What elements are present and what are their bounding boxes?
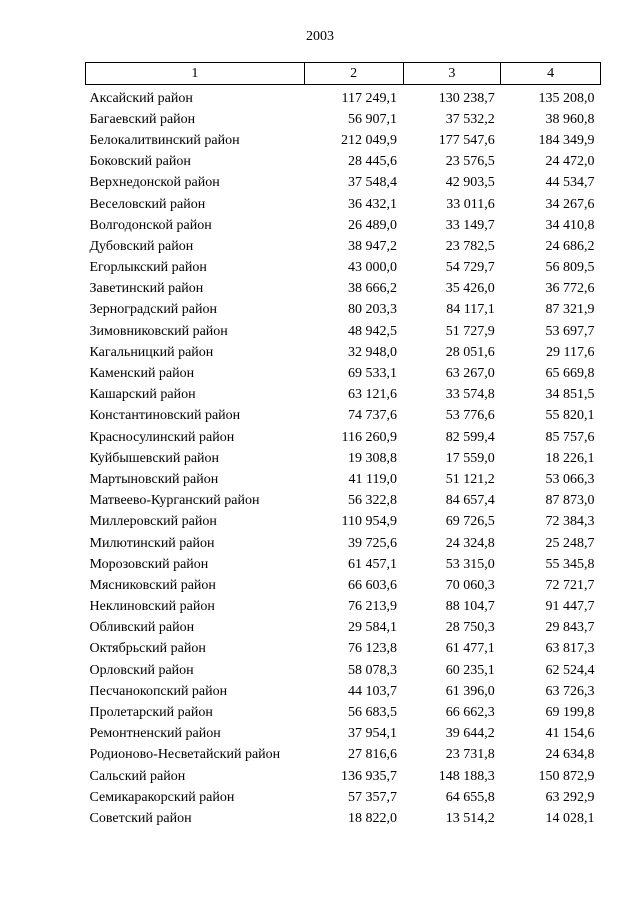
table-row bbox=[86, 342, 601, 363]
value-col2-cell: 136 935,7 bbox=[341, 768, 398, 784]
value-col2-cell: 56 683,5 bbox=[348, 705, 398, 721]
table-row bbox=[86, 130, 601, 151]
value-col3-cell: 60 235,1 bbox=[445, 662, 495, 678]
value-col3-cell: 17 559,0 bbox=[445, 450, 495, 466]
table-row bbox=[86, 109, 601, 130]
table-row bbox=[86, 363, 601, 384]
table-row bbox=[86, 321, 601, 342]
value-col4-cell: 85 757,6 bbox=[545, 429, 595, 445]
district-name-cell: Константиновский район bbox=[89, 408, 241, 424]
district-name-cell: Веселовский район bbox=[89, 196, 206, 212]
district-name-cell: Кашарский район bbox=[89, 387, 196, 403]
value-col3-cell: 23 731,8 bbox=[445, 747, 495, 763]
district-name-cell: Пролетарский район bbox=[89, 705, 213, 721]
table-row bbox=[86, 85, 601, 110]
district-name-cell: Багаевский район bbox=[89, 111, 196, 127]
value-col3-cell: 42 903,5 bbox=[445, 175, 495, 191]
table-row bbox=[86, 808, 601, 829]
value-col4-cell: 63 726,3 bbox=[545, 683, 595, 699]
district-name-cell: Волгодонской район bbox=[89, 217, 212, 233]
table-row bbox=[86, 597, 601, 618]
value-col4-cell: 63 292,9 bbox=[545, 789, 595, 805]
district-name-cell: Заветинский район bbox=[89, 281, 204, 297]
value-col4-cell: 62 524,4 bbox=[545, 662, 595, 678]
value-col2-cell: 28 445,6 bbox=[348, 154, 398, 170]
value-col4-cell: 63 817,3 bbox=[545, 641, 595, 657]
value-col2-cell: 19 308,8 bbox=[348, 450, 398, 466]
district-name-cell: Родионово-Несветайский район bbox=[89, 747, 281, 763]
value-col3-cell: 69 726,5 bbox=[445, 514, 495, 530]
value-col3-cell: 177 547,6 bbox=[438, 132, 495, 148]
table-row bbox=[86, 554, 601, 575]
district-name-cell: Неклиновский район bbox=[89, 599, 215, 615]
district-name-cell: Мартыновский район bbox=[89, 471, 219, 487]
value-col3-cell: 28 750,3 bbox=[445, 620, 495, 636]
value-col2-cell: 56 322,8 bbox=[348, 493, 398, 509]
page-number: 2003 bbox=[306, 29, 334, 44]
table-body bbox=[86, 85, 601, 830]
value-col2-cell: 76 123,8 bbox=[348, 641, 398, 657]
district-name-cell: Морозовский район bbox=[89, 556, 209, 572]
column-header: 3 bbox=[403, 63, 501, 85]
value-col2-cell: 18 822,0 bbox=[348, 810, 398, 826]
district-name-cell: Ремонтненский район bbox=[89, 726, 221, 742]
value-col4-cell: 44 534,7 bbox=[545, 175, 595, 191]
value-col3-cell: 23 782,5 bbox=[445, 238, 495, 254]
value-col4-cell: 72 384,3 bbox=[545, 514, 595, 530]
table-row bbox=[86, 575, 601, 596]
district-name-cell: Октябрьский район bbox=[89, 641, 206, 657]
table-row bbox=[86, 766, 601, 787]
district-name-cell: Матвеево-Курганский район bbox=[89, 493, 260, 509]
table-row bbox=[86, 406, 601, 427]
table-row bbox=[86, 533, 601, 554]
value-col4-cell: 69 199,8 bbox=[545, 705, 595, 721]
table-row bbox=[86, 258, 601, 279]
table-header bbox=[86, 63, 601, 85]
value-col3-cell: 35 426,0 bbox=[445, 281, 495, 297]
column-header: 1 bbox=[86, 63, 305, 85]
table-row bbox=[86, 639, 601, 660]
value-col3-cell: 66 662,3 bbox=[445, 705, 495, 721]
value-col4-cell: 53 066,3 bbox=[545, 471, 595, 487]
district-name-cell: Куйбышевский район bbox=[89, 450, 220, 466]
district-name-cell: Кагальницкий район bbox=[89, 344, 214, 360]
value-col3-cell: 28 051,6 bbox=[445, 344, 495, 360]
district-name-cell: Белокалитвинский район bbox=[89, 132, 240, 148]
value-col2-cell: 26 489,0 bbox=[348, 217, 398, 233]
value-col4-cell: 65 669,8 bbox=[545, 366, 595, 382]
value-col3-cell: 24 324,8 bbox=[445, 535, 495, 551]
district-name-cell: Сальский район bbox=[89, 768, 186, 784]
column-header: 2 bbox=[304, 63, 403, 85]
value-col3-cell: 33 011,6 bbox=[446, 196, 495, 212]
district-name-cell: Красносулинский район bbox=[89, 429, 235, 445]
table-row bbox=[86, 745, 601, 766]
value-col4-cell: 38 960,8 bbox=[545, 111, 595, 127]
value-col4-cell: 56 809,5 bbox=[545, 260, 595, 276]
value-col3-cell: 88 104,7 bbox=[445, 599, 495, 615]
value-col4-cell: 41 154,6 bbox=[545, 726, 595, 742]
value-col2-cell: 43 000,0 bbox=[348, 260, 398, 276]
district-name-cell: Милютинский район bbox=[89, 535, 215, 551]
value-col3-cell: 13 514,2 bbox=[445, 810, 495, 826]
value-col2-cell: 39 725,6 bbox=[348, 535, 398, 551]
value-col2-cell: 41 119,0 bbox=[348, 471, 398, 487]
value-col3-cell: 51 121,2 bbox=[445, 471, 495, 487]
value-col3-cell: 37 532,2 bbox=[445, 111, 495, 127]
value-col2-cell: 117 249,1 bbox=[341, 90, 398, 106]
value-col3-cell: 61 396,0 bbox=[445, 683, 495, 699]
table-row bbox=[86, 681, 601, 702]
district-name-cell: Мясниковский район bbox=[89, 577, 216, 593]
value-col2-cell: 44 103,7 bbox=[348, 683, 398, 699]
value-col4-cell: 34 851,5 bbox=[545, 387, 595, 403]
value-col3-cell: 33 574,8 bbox=[445, 387, 495, 403]
value-col3-cell: 70 060,3 bbox=[445, 577, 495, 593]
value-col4-cell: 150 872,9 bbox=[538, 768, 595, 784]
value-col2-cell: 66 603,6 bbox=[348, 577, 398, 593]
value-col3-cell: 51 727,9 bbox=[445, 323, 495, 339]
table-row bbox=[86, 702, 601, 723]
table-row bbox=[86, 491, 601, 512]
value-col4-cell: 24 686,2 bbox=[545, 238, 595, 254]
value-col2-cell: 80 203,3 bbox=[348, 302, 398, 318]
table-row bbox=[86, 300, 601, 321]
district-name-cell: Обливский район bbox=[89, 620, 195, 636]
table-row bbox=[86, 618, 601, 639]
table-row bbox=[86, 236, 601, 257]
value-col4-cell: 36 772,6 bbox=[545, 281, 595, 297]
value-col3-cell: 130 238,7 bbox=[438, 90, 495, 106]
value-col4-cell: 25 248,7 bbox=[545, 535, 595, 551]
value-col2-cell: 63 121,6 bbox=[348, 387, 398, 403]
table-row bbox=[86, 660, 601, 681]
table-header-row bbox=[86, 63, 601, 85]
value-col2-cell: 27 816,6 bbox=[348, 747, 398, 763]
value-col4-cell: 14 028,1 bbox=[545, 810, 595, 826]
value-col2-cell: 212 049,9 bbox=[341, 132, 398, 148]
value-col3-cell: 61 477,1 bbox=[445, 641, 495, 657]
table-row bbox=[86, 279, 601, 300]
table-row bbox=[86, 215, 601, 236]
value-col2-cell: 56 907,1 bbox=[348, 111, 398, 127]
value-col4-cell: 87 873,0 bbox=[545, 493, 595, 509]
table-row bbox=[86, 173, 601, 194]
value-col4-cell: 184 349,9 bbox=[538, 132, 595, 148]
value-col3-cell: 53 776,6 bbox=[445, 408, 495, 424]
value-col4-cell: 87 321,9 bbox=[545, 302, 595, 318]
value-col3-cell: 53 315,0 bbox=[445, 556, 495, 572]
district-name-cell: Семикаракорский район bbox=[89, 789, 235, 805]
district-name-cell: Советский район bbox=[89, 810, 192, 826]
value-col4-cell: 18 226,1 bbox=[545, 450, 595, 466]
value-col4-cell: 24 634,8 bbox=[545, 747, 595, 763]
value-col3-cell: 64 655,8 bbox=[445, 789, 495, 805]
table-row bbox=[86, 427, 601, 448]
district-name-cell: Зимовниковский район bbox=[89, 323, 228, 339]
value-col3-cell: 63 267,0 bbox=[445, 366, 495, 382]
value-col2-cell: 61 457,1 bbox=[348, 556, 398, 572]
value-col2-cell: 32 948,0 bbox=[348, 344, 398, 360]
district-name-cell: Песчанокопский район bbox=[89, 683, 228, 699]
district-name-cell: Егорлыкский район bbox=[89, 260, 207, 276]
value-col2-cell: 37 548,4 bbox=[348, 175, 398, 191]
value-col4-cell: 91 447,7 bbox=[545, 599, 595, 615]
value-col2-cell: 38 666,2 bbox=[348, 281, 398, 297]
value-col4-cell: 53 697,7 bbox=[545, 323, 595, 339]
value-col4-cell: 34 267,6 bbox=[545, 196, 595, 212]
value-col2-cell: 48 942,5 bbox=[348, 323, 398, 339]
district-name-cell: Орловский район bbox=[89, 662, 194, 678]
column-header: 4 bbox=[501, 63, 601, 85]
value-col2-cell: 110 954,9 bbox=[341, 514, 398, 530]
table-row bbox=[86, 448, 601, 469]
value-col4-cell: 135 208,0 bbox=[538, 90, 595, 106]
table-row bbox=[86, 194, 601, 215]
value-col2-cell: 76 213,9 bbox=[348, 599, 398, 615]
value-col2-cell: 38 947,2 bbox=[348, 238, 398, 254]
value-col4-cell: 55 820,1 bbox=[545, 408, 595, 424]
data-table bbox=[85, 62, 601, 830]
value-col2-cell: 57 357,7 bbox=[348, 789, 398, 805]
table-row bbox=[86, 152, 601, 173]
value-col2-cell: 58 078,3 bbox=[348, 662, 398, 678]
district-name-cell: Аксайский район bbox=[89, 90, 193, 106]
district-name-cell: Верхнедонской район bbox=[89, 175, 220, 191]
table-row bbox=[86, 469, 601, 490]
table-row bbox=[86, 385, 601, 406]
value-col2-cell: 37 954,1 bbox=[348, 726, 398, 742]
value-col2-cell: 116 260,9 bbox=[341, 429, 398, 445]
value-col2-cell: 29 584,1 bbox=[348, 620, 398, 636]
value-col4-cell: 34 410,8 bbox=[545, 217, 595, 233]
value-col2-cell: 36 432,1 bbox=[348, 196, 398, 212]
value-col3-cell: 23 576,5 bbox=[445, 154, 495, 170]
value-col3-cell: 39 644,2 bbox=[445, 726, 495, 742]
value-col3-cell: 82 599,4 bbox=[445, 429, 495, 445]
value-col4-cell: 24 472,0 bbox=[545, 154, 595, 170]
table-row bbox=[86, 787, 601, 808]
district-name-cell: Зерноградский район bbox=[89, 302, 217, 318]
value-col4-cell: 55 345,8 bbox=[545, 556, 595, 572]
district-name-cell: Дубовский район bbox=[89, 238, 194, 254]
value-col2-cell: 69 533,1 bbox=[348, 366, 398, 382]
district-name-cell: Каменский район bbox=[89, 366, 195, 382]
value-col3-cell: 148 188,3 bbox=[438, 768, 495, 784]
district-name-cell: Миллеровский район bbox=[89, 514, 217, 530]
value-col3-cell: 33 149,7 bbox=[445, 217, 495, 233]
value-col2-cell: 74 737,6 bbox=[348, 408, 398, 424]
value-col3-cell: 84 117,1 bbox=[446, 302, 495, 318]
district-name-cell: Боковский район bbox=[89, 154, 191, 170]
value-col3-cell: 84 657,4 bbox=[445, 493, 495, 509]
value-col4-cell: 29 117,6 bbox=[546, 344, 595, 360]
value-col4-cell: 72 721,7 bbox=[545, 577, 595, 593]
table-row bbox=[86, 512, 601, 533]
value-col3-cell: 54 729,7 bbox=[445, 260, 495, 276]
table-row bbox=[86, 724, 601, 745]
value-col4-cell: 29 843,7 bbox=[545, 620, 595, 636]
